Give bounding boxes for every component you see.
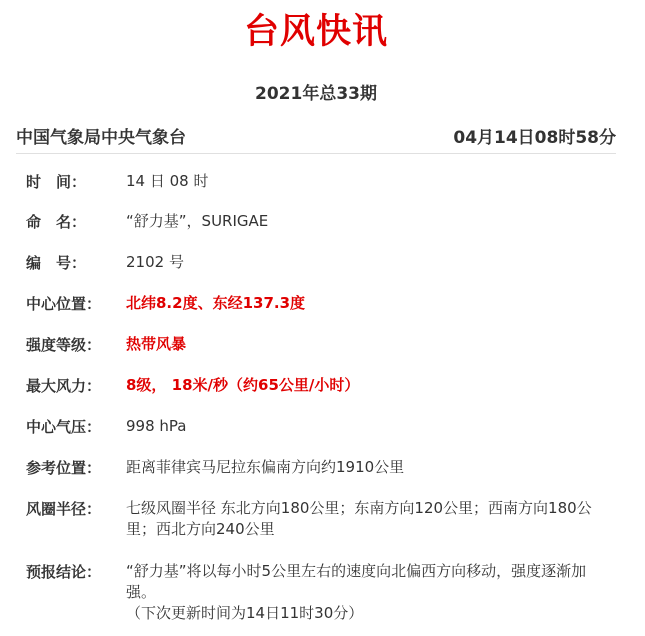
row-label: 中心气压： <box>26 418 102 436</box>
row-label: 参考位置： <box>26 459 102 477</box>
page-title: 台风快讯 <box>243 12 388 52</box>
row-label: 强度等级： <box>26 336 102 354</box>
row-label: 风圈半径： <box>26 500 102 518</box>
row-label: 预报结论： <box>26 563 102 581</box>
row-value: 热带风暴 <box>126 335 187 353</box>
bulletin-header <box>16 125 616 154</box>
row-value: 北纬8.2度、东经137.3度 <box>126 294 306 312</box>
row-value: “舒力基”，SURIGAE <box>126 212 269 230</box>
forecast-text: “舒力基”将以每小时5公里左右的速度向北偏西方向移动，强度逐渐加强。 <box>126 562 587 601</box>
row-label: 编 号： <box>26 254 87 272</box>
row-value <box>126 561 604 624</box>
issue-number: 2021年总33期 <box>255 84 377 104</box>
row-value: 七级风圈半径 东北方向180公里；东南方向120公里；西南方向180公里；西北方向240公里 <box>126 499 592 538</box>
row-label: 时 间： <box>26 173 87 191</box>
row-value: 8级， 18米/秒（约65公里/小时） <box>126 376 360 394</box>
row-label: 命 名： <box>26 213 87 231</box>
row-value: 14 日 08 时 <box>126 172 209 190</box>
row-label: 最大风力： <box>26 377 102 395</box>
row-value: 距离菲律宾马尼拉东偏南方向约1910公里 <box>126 458 405 476</box>
row-value: 998 hPa <box>126 417 187 435</box>
next-update-note: （下次更新时间为14日11时30分） <box>126 604 364 622</box>
row-value: 2102 号 <box>126 253 184 271</box>
issued-time: 04月14日08时58分 <box>453 128 616 148</box>
row-label: 中心位置： <box>26 295 102 313</box>
issuing-agency: 中国气象局中央气象台 <box>16 128 186 148</box>
